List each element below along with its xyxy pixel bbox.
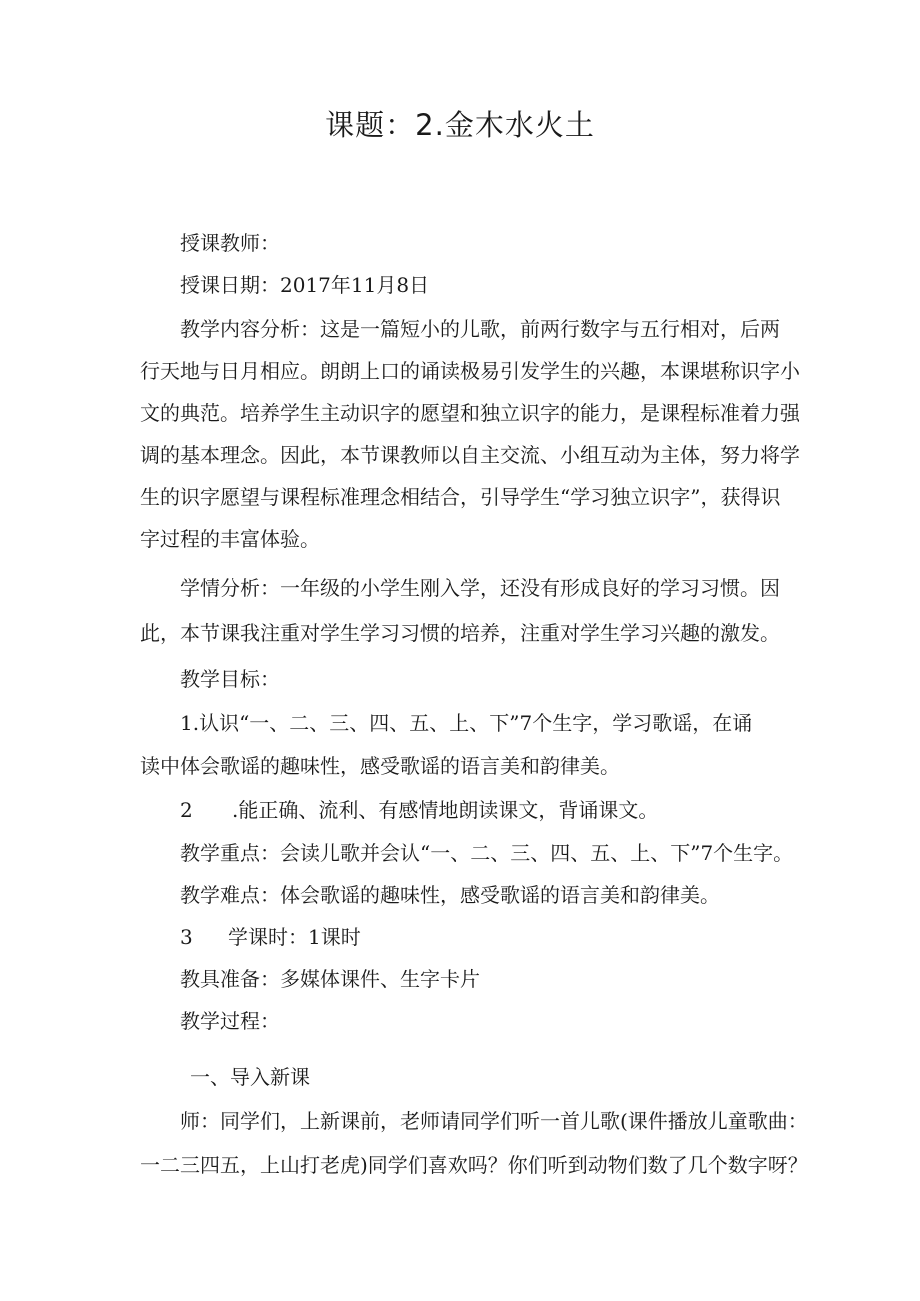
goal-2-line: [180, 797, 820, 823]
goal-2-text: .能正确、流利、有感情地朗读课文，背诵课文。: [232, 798, 659, 822]
content-analysis-line: 调的基本理念。因此，本节课教师以自主交流、小组互动为主体，努力将学: [140, 443, 800, 467]
dialog-line: 师：同学们，上新课前，老师请同学们听一首儿歌(课件播放儿童歌曲：: [180, 1109, 808, 1133]
teacher-line: 授课教师：: [180, 231, 280, 255]
content-analysis-line: 文的典范。培养学生主动识字的愿望和独立识字的能力，是课程标准着力强: [140, 401, 800, 425]
date-line: 授课日期：2017年11月8日: [180, 273, 430, 297]
student-analysis-line: 学情分析：一年级的小学生刚入学，还没有形成良好的学习习惯。因: [180, 576, 780, 600]
key-point-line: 教学重点：会读儿歌并会认“一、二、三、四、五、上、下”7个生字。: [180, 841, 794, 865]
difficulty-line: 教学难点：体会歌谣的趣味性，感受歌谣的语言美和韵律美。: [180, 883, 720, 907]
goal-1-line: 1.认识“一、二、三、四、五、上、下”7个生字，学习歌谣，在诵: [180, 711, 753, 735]
content-analysis-line: 行天地与日月相应。朗朗上口的诵读极易引发学生的兴趣，本课堪称识字小: [140, 359, 800, 383]
hours-text: 学课时：1课时: [228, 925, 361, 949]
materials-line: 教具准备：多媒体课件、生字卡片: [180, 967, 480, 991]
dialog-line: 一二三四五，上山打老虎)同学们喜欢吗？你们听到动物们数了几个数字呀？: [140, 1153, 808, 1177]
student-analysis-line: 此，本节课我注重对学生学习习惯的培养，注重对学生学习兴趣的激发。: [140, 621, 780, 645]
goal-2-number: 2: [180, 798, 193, 822]
content-analysis-line: 教学内容分析：这是一篇短小的儿歌，前两行数字与五行相对，后两: [180, 317, 780, 341]
goals-heading: 教学目标：: [180, 667, 280, 691]
content-analysis-line: 字过程的丰富体验。: [140, 527, 320, 551]
page-title: 课题：2.金木水火土: [325, 108, 595, 142]
content-analysis-line: 生的识字愿望与课程标准理念相结合，引导学生“学习独立识字”，获得识: [140, 485, 781, 509]
goal-1-line: 读中体会歌谣的趣味性，感受歌谣的语言美和韵律美。: [140, 754, 620, 778]
hours-line: [180, 924, 820, 950]
section-heading: 一、导入新课: [190, 1065, 310, 1089]
process-heading: 教学过程：: [180, 1009, 280, 1033]
hours-number: 3: [180, 925, 193, 949]
